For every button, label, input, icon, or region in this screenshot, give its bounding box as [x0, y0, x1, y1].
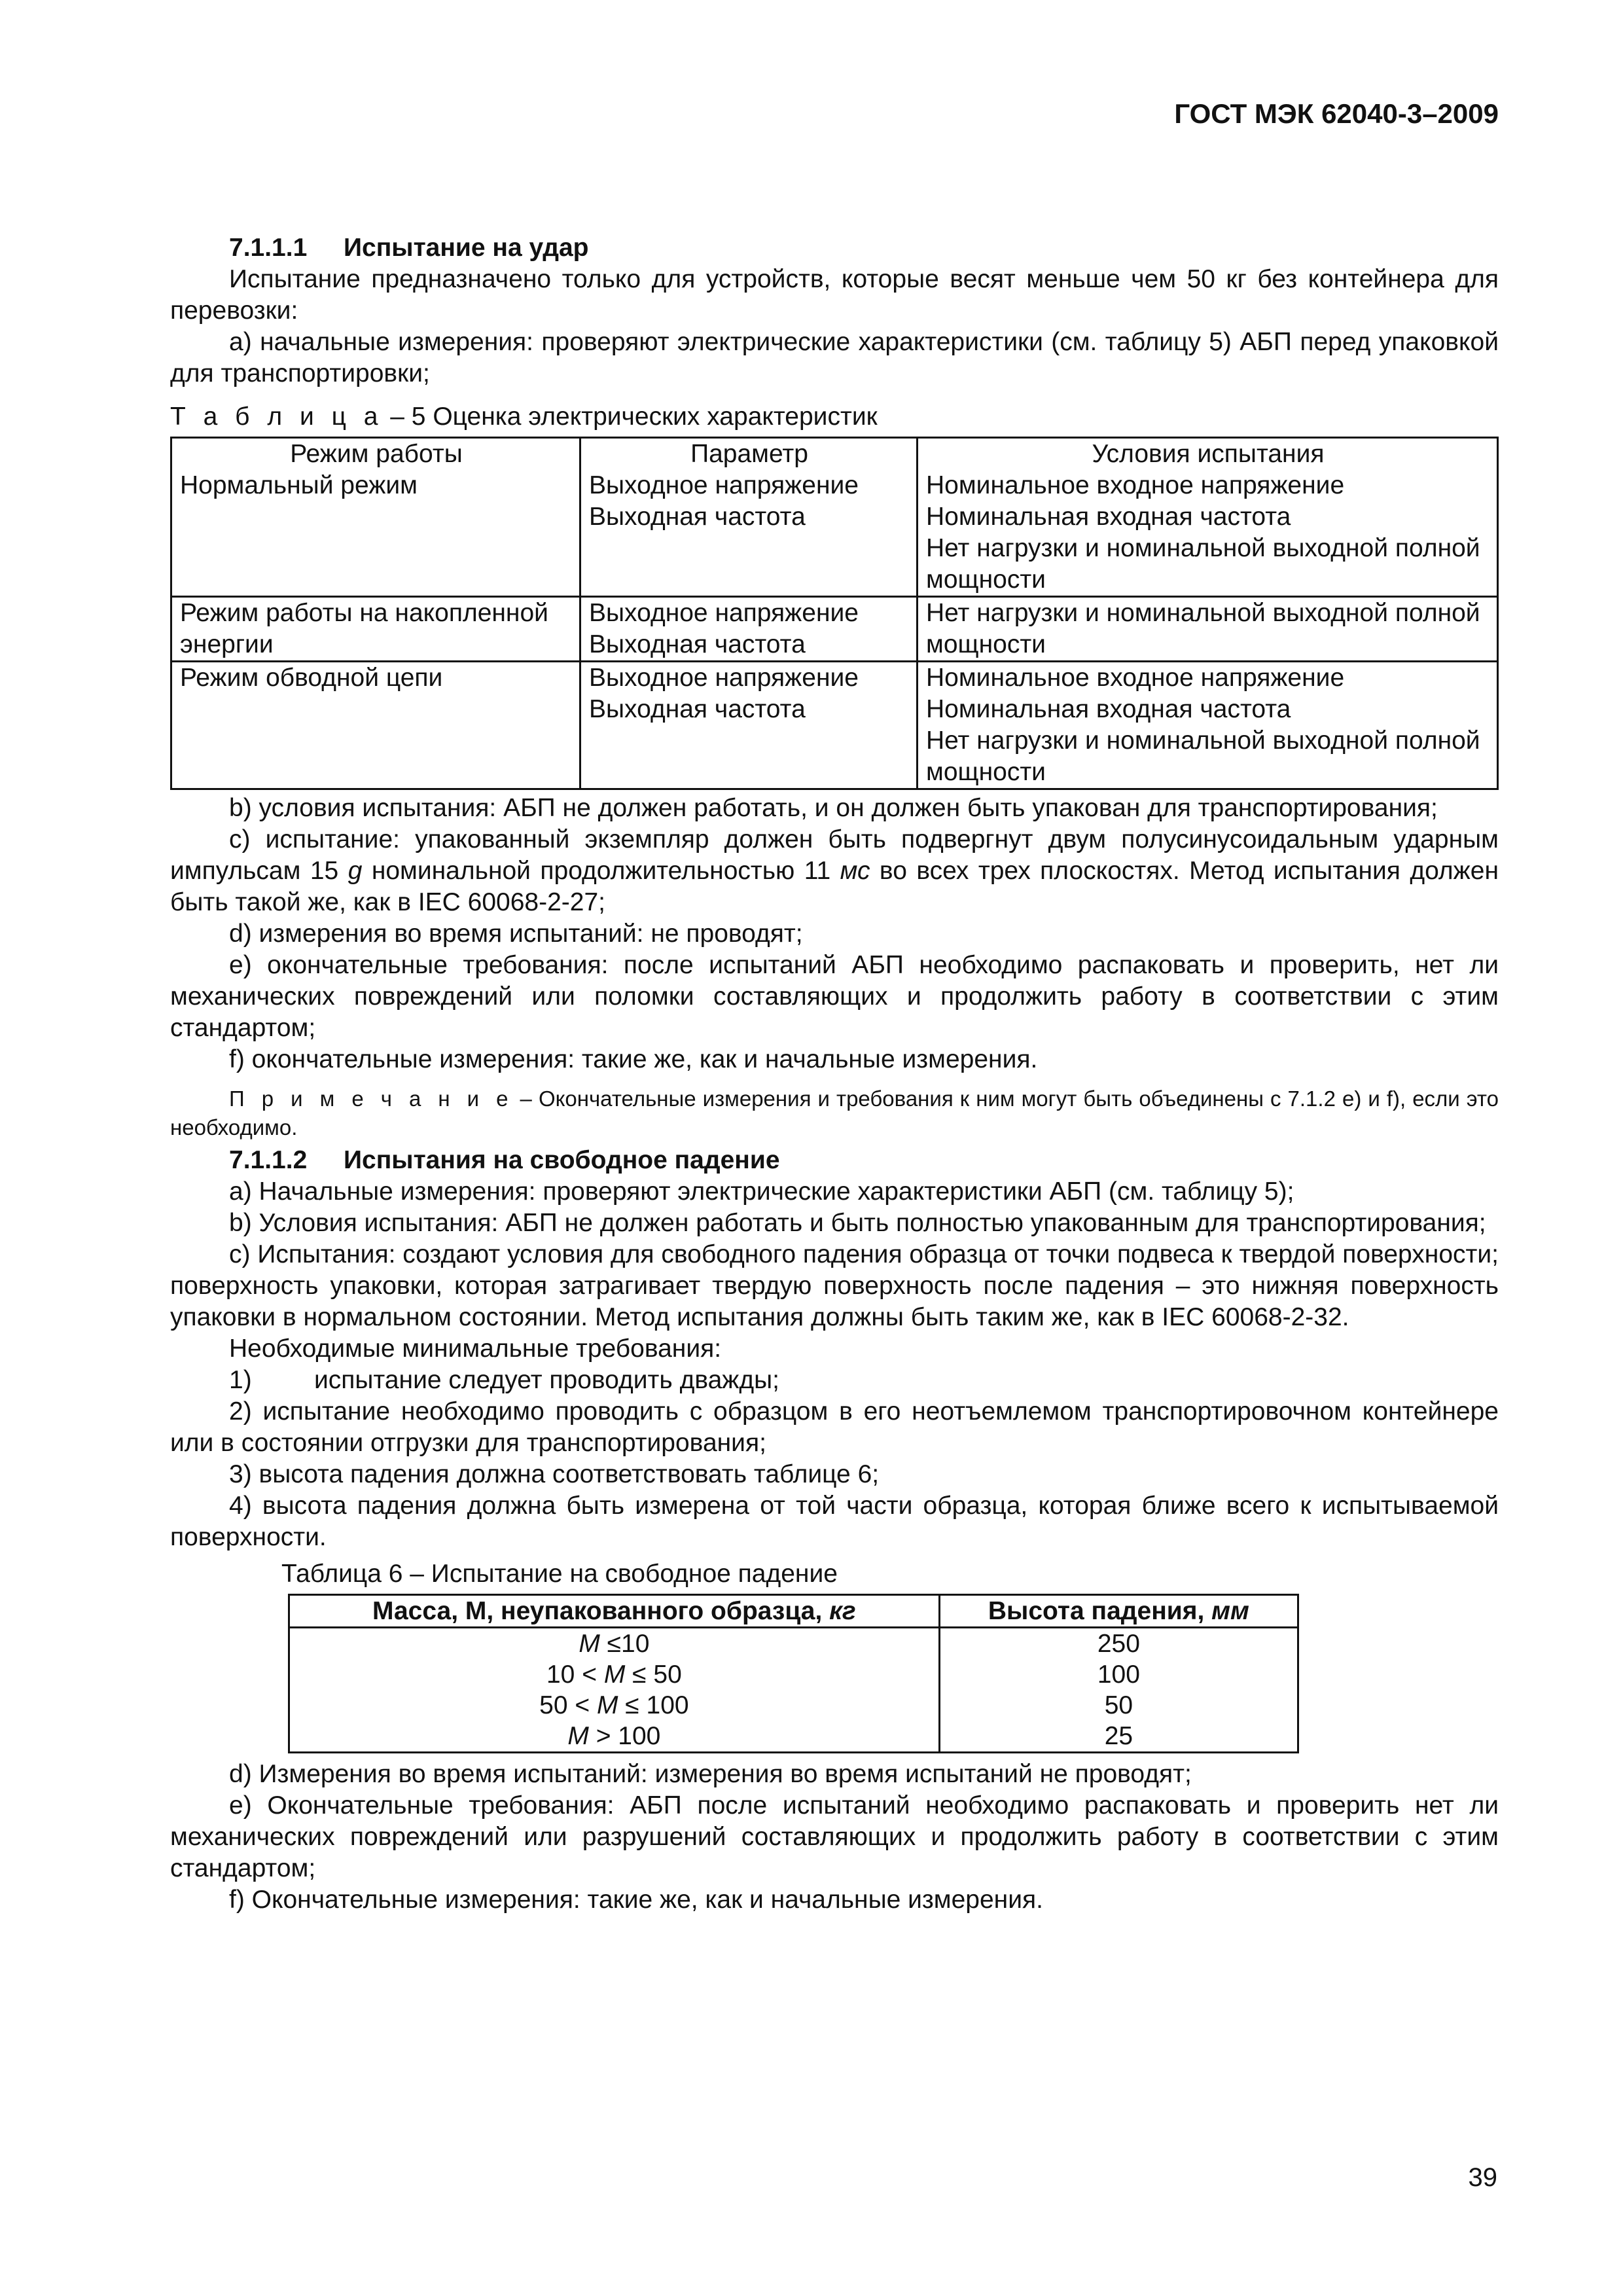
mass-text: ≤ 50 [625, 1660, 682, 1689]
header-unit: мм [1211, 1597, 1249, 1625]
condition-text: Нет нагрузки и номинальной выходной полной мощности [926, 534, 1480, 594]
requirement-4: 4) высота падения должна быть измерена от той части образца, которая ближе всего к испытываемой поверхности. [170, 1492, 1499, 1551]
paragraph-intro: Испытание предназначено только для устройств, которые весят меньше чем 50 кг без контейнера для перевозки: [170, 265, 1499, 325]
mass-text: 10 < [546, 1660, 604, 1689]
mass-text: ≤10 [599, 1630, 650, 1658]
table-row [289, 1628, 1298, 1660]
table-row [171, 597, 1498, 662]
section-number: 7.1.1.1 [229, 234, 308, 262]
condition-text: Номинальная входная частота [926, 503, 1291, 531]
unit-g: g [348, 857, 363, 885]
table-header-cell: Параметр [580, 438, 918, 471]
paragraph-item-e: e) окончательные требования: после испытаний АБП необходимо распаковать и проверить, нет ли механических повреждений или поломки составляющих и продолжить работу в соответствии с этим стандартом; [170, 951, 1499, 1042]
table-row [289, 1690, 1298, 1721]
table-row [171, 470, 1498, 597]
note [170, 1085, 1499, 1142]
table-cell [580, 470, 918, 597]
mass-text: > 100 [588, 1722, 661, 1750]
header-text: Масса, М, неупакованного образца, [372, 1597, 830, 1625]
paragraph-item-e: e) Окончательные требования: АБП после испытаний необходимо распаковать и проверить нет ли механических повреждений или разрушений составляющих и продолжить работу в соответствии с этим стандартом; [170, 1791, 1499, 1882]
table-cell [918, 597, 1498, 662]
table-cell: 100 [939, 1659, 1298, 1690]
condition-text: Нет нагрузки и номинальной выходной полной мощности [926, 726, 1480, 786]
param-text: Выходное напряжение [589, 664, 859, 692]
table-row [171, 662, 1498, 789]
table-cell [918, 662, 1498, 789]
table-cell [289, 1721, 940, 1753]
list-text: испытание следует проводить дважды; [314, 1366, 780, 1394]
mass-var: M [567, 1722, 589, 1750]
requirement-1 [170, 1365, 1499, 1396]
param-text: Выходное напряжение [589, 599, 859, 627]
mass-text: 50 < [539, 1691, 597, 1719]
header-unit: кг [829, 1597, 856, 1625]
header-text: Высота падения, [988, 1597, 1212, 1625]
mode-text: Режим обводной цепи [180, 664, 443, 692]
table-header-cell [939, 1595, 1298, 1628]
paragraph-item-b: b) Условия испытания: АБП не должен работать и быть полностью упакованным для транспортирования; [229, 1209, 1486, 1237]
paragraph-item-f: f) Окончательные измерения: такие же, как и начальные измерения. [229, 1886, 1043, 1914]
condition-text: Номинальное входное напряжение [926, 664, 1345, 692]
mode-text: Режим работы на накопленной энергии [180, 599, 548, 658]
section-heading-7-1-1-1 [170, 232, 1499, 264]
param-text: Выходная частота [589, 630, 806, 658]
table-cell: 25 [939, 1721, 1298, 1753]
table-header-cell [289, 1595, 940, 1628]
condition-text: Номинальное входное напряжение [926, 471, 1345, 499]
page-content [170, 232, 1499, 1916]
table-row [289, 1659, 1298, 1690]
section-number: 7.1.1.2 [229, 1146, 308, 1174]
table-cell [580, 662, 918, 789]
paragraph-item-d: d) Измерения во время испытаний: измерения во время испытаний не проводят; [229, 1760, 1192, 1788]
param-text: Выходное напряжение [589, 471, 859, 499]
table-cell [580, 597, 918, 662]
mass-var: M [579, 1630, 600, 1658]
section-title: Испытание на удар [344, 234, 589, 262]
table-5-electrical-characteristics [170, 437, 1499, 790]
requirement-2: 2) испытание необходимо проводить с образцом в его неотъемлемом транспортировочном контейнере или в состоянии отгрузки для транспортирования; [170, 1397, 1499, 1457]
table6-caption: Таблица 6 – Испытание на свободное падение [281, 1560, 838, 1588]
requirements-intro: Необходимые минимальные требования: [229, 1335, 722, 1363]
mode-text: Нормальный режим [180, 471, 418, 499]
mass-var: M [603, 1660, 626, 1689]
paragraph-item-b: b) условия испытания: АБП не должен работать, и он должен быть упакован для транспортирования; [229, 794, 1438, 822]
list-number: 1) [229, 1366, 252, 1394]
condition-text: Номинальная входная частота [926, 695, 1291, 723]
mass-text: ≤ 100 [618, 1691, 689, 1719]
paragraph-item-a: а) Начальные измерения: проверяют электрические характеристики АБП (см. таблицу 5); [229, 1177, 1294, 1206]
paragraph-item-f: f) окончательные измерения: такие же, как и начальные измерения. [229, 1045, 1038, 1073]
text-span: номинальной продолжительностью 11 [362, 857, 840, 885]
condition-text: Нет нагрузки и номинальной выходной полной мощности [926, 599, 1480, 658]
table-cell: 50 [939, 1690, 1298, 1721]
table-cell [289, 1628, 940, 1660]
standard-header: ГОСТ МЭК 62040-3–2009 [1174, 98, 1499, 129]
table-row [289, 1721, 1298, 1753]
table5-caption-prefix: Т а б л и ц а [170, 403, 383, 431]
mass-var: M [596, 1691, 618, 1719]
table-cell [171, 662, 580, 789]
table5-caption-text: – 5 Оценка электрических характеристик [383, 403, 878, 431]
paragraph-item-c: c) Испытания: создают условия для свободного падения образца от точки подвеса к твердой поверхности; поверхность упаковки, которая затрагивает твердую поверхность после падения – это нижняя поверхность упаковки в нормальном состоянии. Метод испытания должны быть таким же, как в IEC 60068-2-32. [170, 1240, 1499, 1331]
unit-ms: мс [840, 857, 870, 885]
table-6-free-fall [288, 1594, 1299, 1753]
page-number: 39 [1468, 2163, 1497, 2192]
table5-caption [170, 401, 1499, 433]
note-text: – Окончательные измерения и требования к ним могут быть объединены с 7.1.2 e) и f), если это необходимо. [170, 1086, 1499, 1139]
table-header-row [289, 1595, 1298, 1628]
paragraph-item-d: d) измерения во время испытаний: не проводят; [229, 920, 803, 948]
table-header-row [171, 438, 1498, 471]
table-cell [289, 1659, 940, 1690]
param-text: Выходная частота [589, 695, 806, 723]
table-cell: 250 [939, 1628, 1298, 1660]
param-text: Выходная частота [589, 503, 806, 531]
text-span: c) испытание: упакованный экземпляр должен быть подвергнут двум полусинусоидальным ударным импульсам 15 [170, 825, 1499, 885]
section-heading-7-1-1-2 [170, 1145, 1499, 1176]
table-cell [171, 470, 580, 597]
paragraph-item-c [170, 824, 1499, 918]
section-title: Испытания на свободное падение [344, 1146, 780, 1174]
table-header-cell: Условия испытания [918, 438, 1498, 471]
table-cell [171, 597, 580, 662]
paragraph-item-a: а) начальные измерения: проверяют электрические характеристики (см. таблицу 5) АБП перед упаковкой для транспортировки; [170, 328, 1499, 387]
note-label: П р и м е ч а н и е [229, 1086, 514, 1111]
table-cell [289, 1690, 940, 1721]
requirement-3: 3) высота падения должна соответствовать таблице 6; [229, 1460, 880, 1488]
table-header-cell: Режим работы [171, 438, 580, 471]
table-cell [918, 470, 1498, 597]
text-span: во всех трех плоскостях. Метод испытания должен быть такой же, как в IEC 60068-2-27; [170, 857, 1499, 916]
